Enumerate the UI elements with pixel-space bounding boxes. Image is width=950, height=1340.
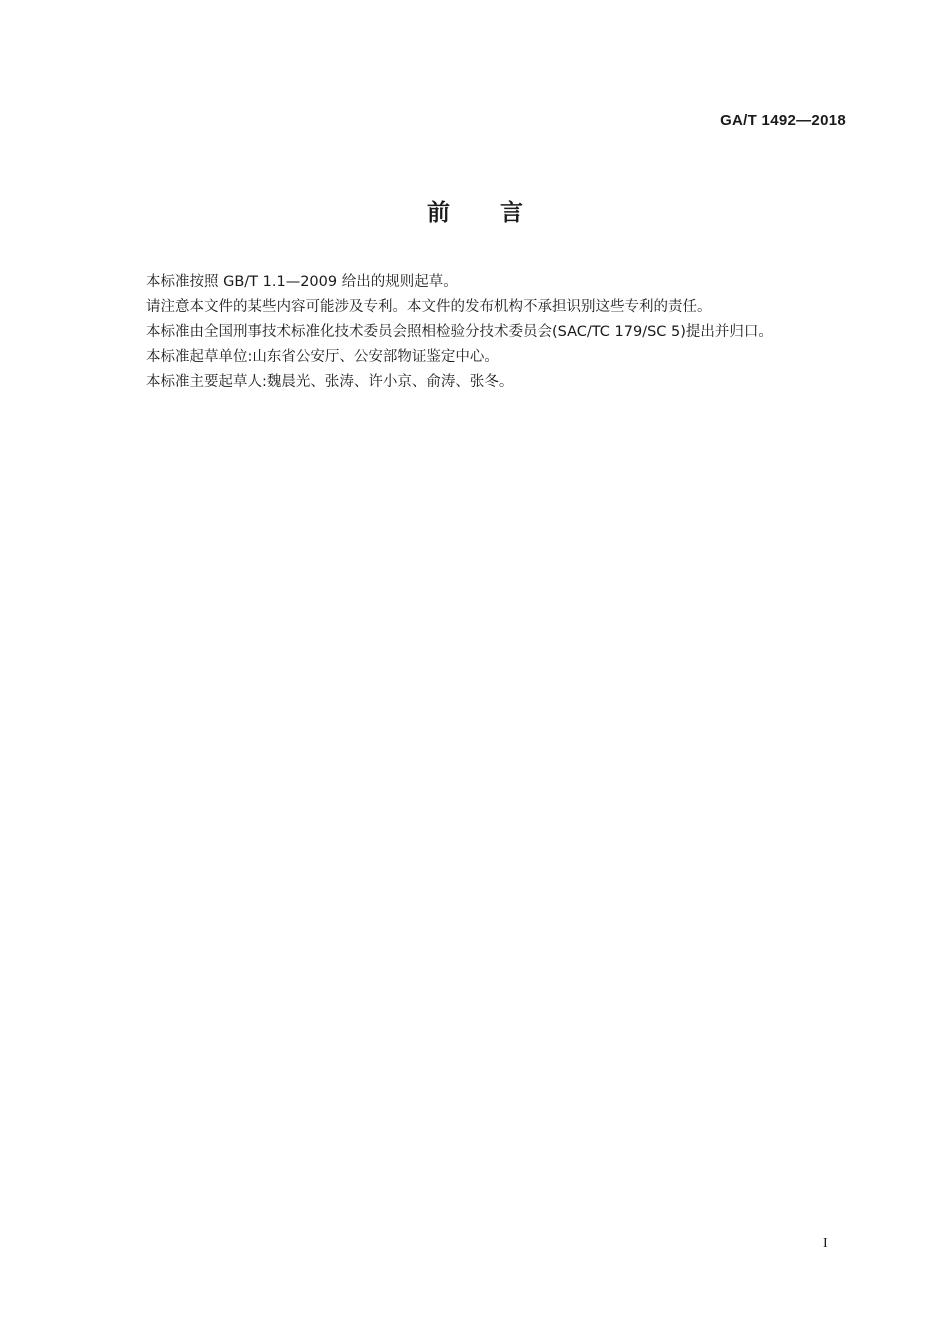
- paragraph-patent-notice: 请注意本文件的某些内容可能涉及专利。本文件的发布机构不承担识别这些专利的责任。: [146, 299, 712, 315]
- standard-code: GA/T 1492—2018: [720, 112, 846, 129]
- foreword-body: [112, 270, 848, 395]
- paragraph-proposing-body: 本标准由全国刑事技术标准化技术委员会照相检验分技术委员会(SAC/TC 179/SC 5)提出并归口。: [146, 324, 773, 340]
- paragraph-drafting-rules: 本标准按照 GB/T 1.1—2009 给出的规则起草。: [146, 274, 458, 290]
- paragraph-drafters: 本标准主要起草人:魏晨光、张涛、许小京、俞涛、张冬。: [146, 374, 514, 390]
- page-title: 前言: [427, 200, 573, 226]
- paragraph-drafting-units: 本标准起草单位:山东省公安厅、公安部物证鉴定中心。: [146, 349, 499, 365]
- page-number: I: [823, 1236, 828, 1251]
